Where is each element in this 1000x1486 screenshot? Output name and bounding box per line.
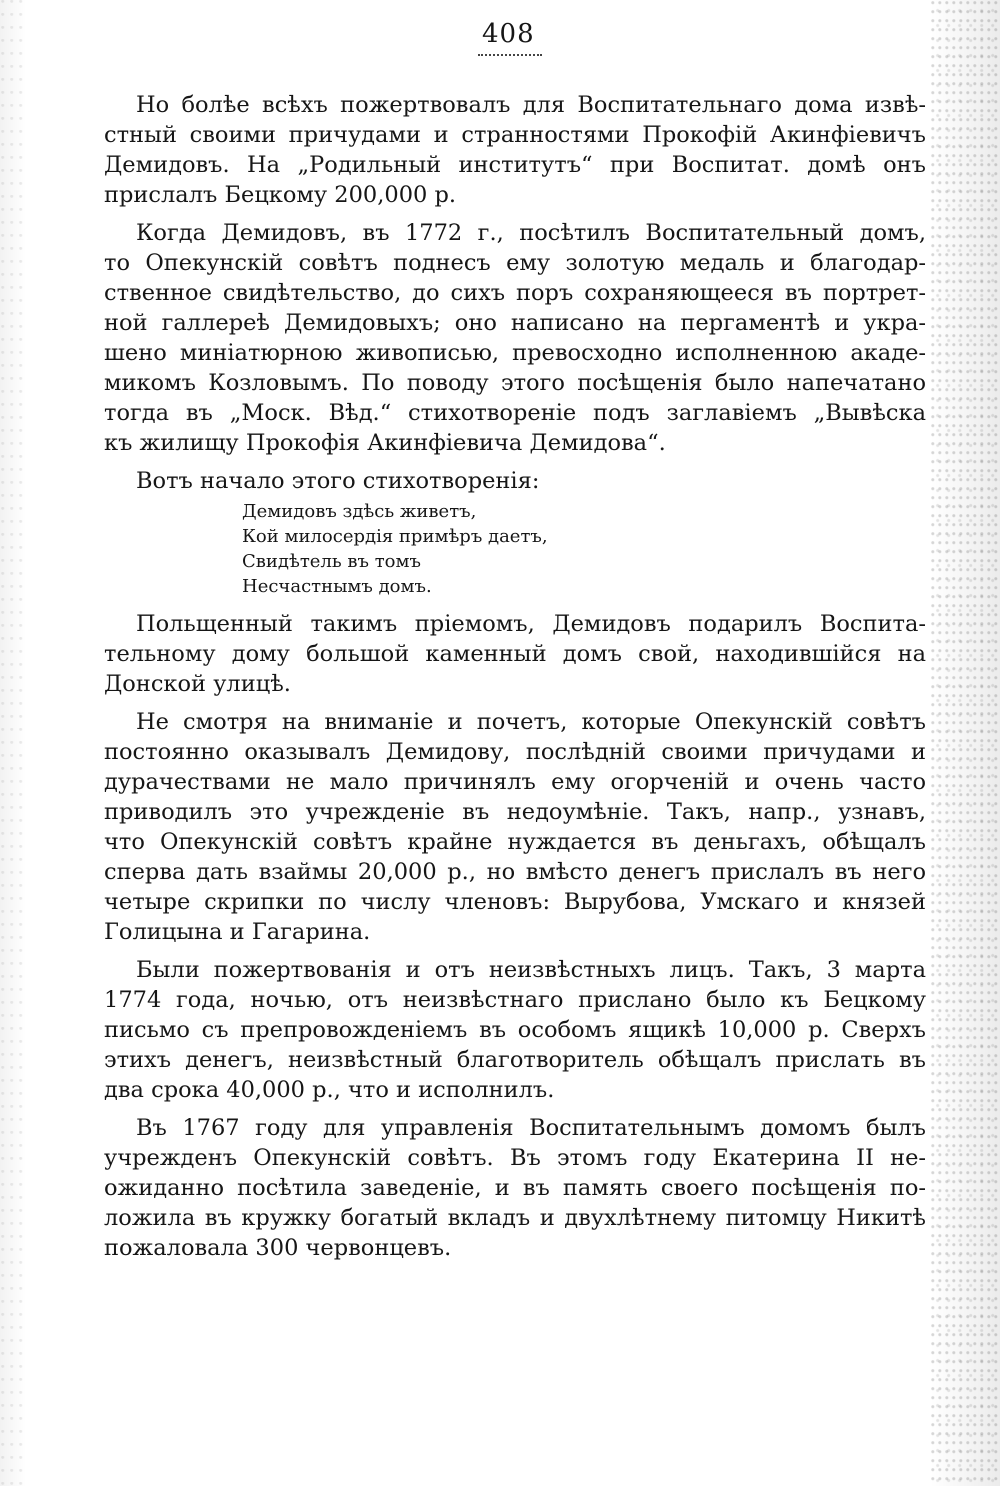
text-line: шено миніатюрною живописью, превосходно исполненною акаде- (104, 340, 926, 366)
text-line: пожаловала 300 червонцевъ. (104, 1235, 452, 1261)
text-line: ственное свидѣтельство, до сихъ поръ сохраняющееся въ портрет- (104, 280, 926, 306)
paragraph-gap (104, 699, 926, 707)
poem-line: Несчастнымъ домъ. (242, 576, 432, 597)
text-line: Демидовъ. На „Родильный институтъ“ при Воспитат. домѣ онъ (104, 152, 926, 178)
text-line: ной галлереѣ Демидовыхъ; оно написано на пергаментѣ и укра- (104, 310, 926, 336)
poem-quote (242, 499, 926, 599)
poem-line: Кой милосердія примѣръ даетъ, (242, 526, 548, 547)
page-number-dotted-rule (478, 54, 542, 56)
text-line: Польщенный такимъ пріемомъ, Демидовъ подарилъ Воспита- (136, 611, 926, 637)
paragraph-gap (104, 1105, 926, 1113)
text-line: къ жилищу Прокофія Акинфіевича Демидова“. (104, 430, 666, 456)
text-line: сперва дать взаймы 20,000 р., но вмѣсто денегъ прислалъ въ него (104, 859, 926, 885)
text-line: что Опекунскій совѣтъ крайне нуждается въ деньгахъ, обѣщалъ (104, 829, 926, 855)
poem-line: Демидовъ здѣсь живетъ, (242, 501, 477, 522)
text-line: микомъ Козловымъ. По поводу этого посѣщенія было напечатано (104, 370, 926, 396)
paragraph-gap (104, 458, 926, 466)
text-line: 1774 года, ночью, отъ неизвѣстнаго прислано было къ Бецкому (104, 987, 926, 1013)
text-line: тельному дому большой каменный домъ свой, находившійся на (104, 641, 926, 667)
text-line: два срока 40,000 р., что и исполнилъ. (104, 1077, 555, 1103)
text-line: письмо съ препровожденіемъ въ особомъ ящикѣ 10,000 р. Сверхъ (104, 1017, 926, 1043)
text-line: приводилъ это учрежденіе въ недоумѣніе. Такъ, напр., узнавъ, (104, 799, 926, 825)
text-line: Когда Демидовъ, въ 1772 г., посѣтилъ Воспитательный домъ, (136, 220, 926, 246)
text-line: четыре скрипки по числу членовъ: Вырубова, Умскаго и князей (104, 889, 926, 915)
text-line: ожиданно посѣтила заведеніе, и въ память своего посѣщенія по- (104, 1175, 926, 1201)
text-line: Не смотря на вниманіе и почетъ, которые Опекунскій совѣтъ (136, 709, 926, 735)
text-line: то Опекунскій совѣтъ поднесъ ему золотую медаль и благодар- (104, 250, 926, 276)
text-line: тогда въ „Моск. Вѣд.“ стихотвореніе подъ заглавіемъ „Вывѣска (104, 400, 926, 426)
text-line: Но болѣе всѣхъ пожертвовалъ для Воспитательнаго дома извѣ- (136, 92, 926, 118)
page-number: 408 (482, 19, 535, 49)
paragraph-gap (104, 947, 926, 955)
text-line: Были пожертвованія и отъ неизвѣстныхъ лицъ. Такъ, 3 марта (136, 957, 926, 983)
left-page-edge-shadow (0, 0, 26, 1486)
text-line: этихъ денегъ, неизвѣстный благотворитель обѣщалъ прислать въ (104, 1047, 926, 1073)
text-line: Голицына и Гагарина. (104, 919, 371, 945)
text-line: ложила въ кружку богатый вкладъ и двухлѣтнему питомцу Никитѣ (104, 1205, 926, 1231)
right-page-edge-speckles (930, 0, 1000, 1486)
text-line: Донской улицѣ. (104, 671, 291, 697)
text-line: дурачествами не мало причинялъ ему огорченій и очень часто (104, 769, 926, 795)
text-line: постоянно оказывалъ Демидову, послѣдній своими причудами и (104, 739, 926, 765)
text-line: прислалъ Бецкому 200,000 р. (104, 182, 457, 208)
text-line: Вотъ начало этого стихотворенія: (136, 468, 540, 494)
paragraph-gap (104, 210, 926, 218)
poem-line: Свидѣтель въ томъ (242, 551, 421, 572)
text-line: учрежденъ Опекунскій совѣтъ. Въ этомъ году Екатерина II не- (104, 1145, 926, 1171)
main-text (104, 90, 926, 1263)
text-line: стный своими причудами и странностями Прокофій Акинфіевичъ (104, 122, 926, 148)
text-line: Въ 1767 году для управленія Воспитательнымъ домомъ былъ (136, 1115, 926, 1141)
